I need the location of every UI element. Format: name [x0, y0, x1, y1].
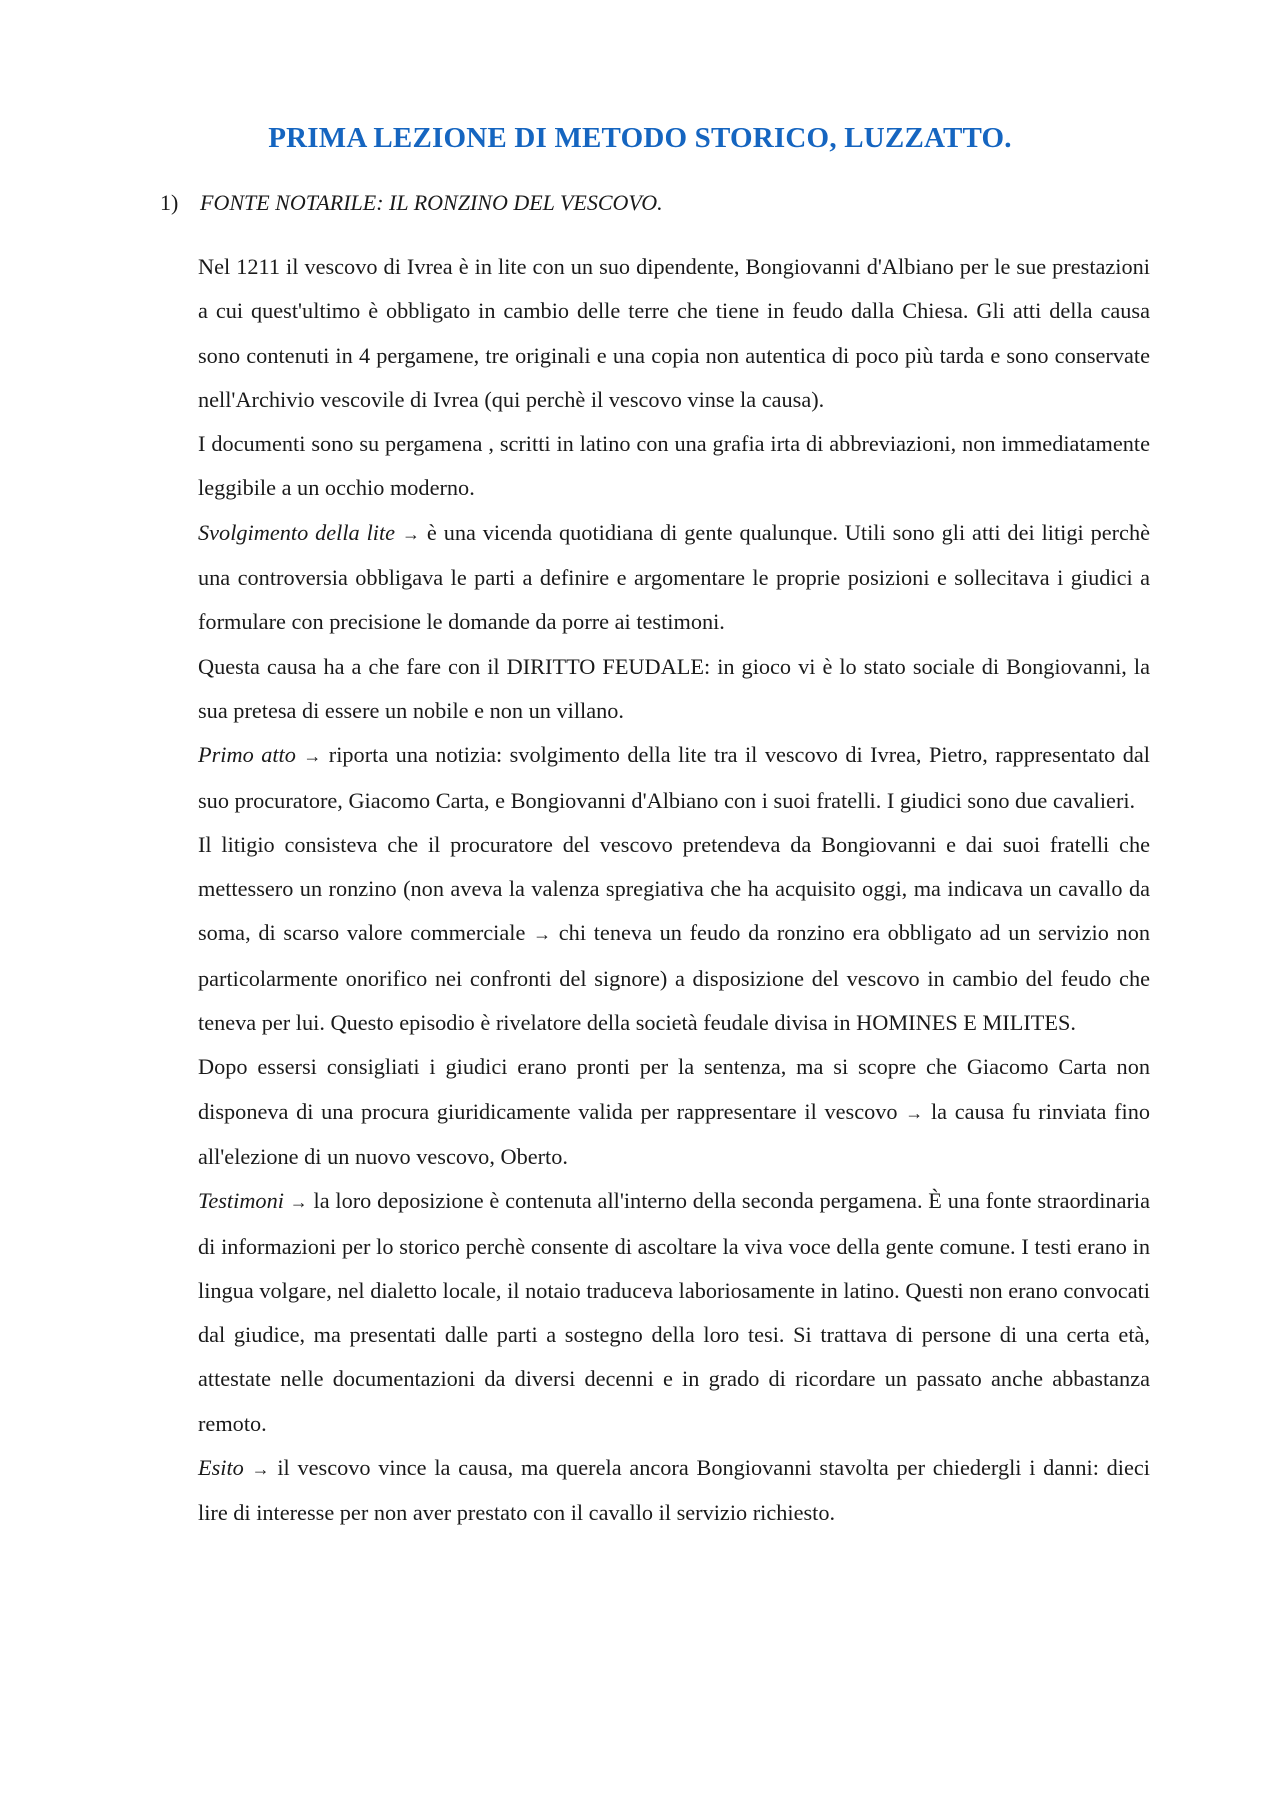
section-heading-text: FONTE NOTARILE: IL RONZINO DEL VESCOVO. — [200, 190, 663, 215]
paragraph-3-text: è una vicenda quotidiana di gente qualunque. Utili sono gli atti dei litigi perchè una controversia obbligava le parti a definire e argomentare le proprie posizioni e sollecitava i giudici a formulare con precisione le domande da porre ai testimoni. — [198, 519, 1150, 635]
paragraph-6-text-a: Il litigio consisteva che il procuratore del vescovo pretendeva da Bongiovanni e dai suoi fratelli che mettessero un ronzino (non aveva la valenza spregiativa che ha acquisito oggi, ma indicava un cavallo da soma, di scarso valore commerciale — [198, 831, 1150, 946]
arrow-icon: → — [289, 1192, 308, 1213]
arrow-icon: → — [402, 523, 420, 544]
paragraph-9-text: il vescovo vince la causa, ma querela ancora Bongiovanni stavolta per chiedergli i danni: dieci lire di interesse per non aver prestato con il cavallo il servizio richiesto. — [198, 1455, 1150, 1526]
paragraph-5-text: riporta una notizia: svolgimento della lite tra il vescovo di Ivrea, Pietro, rappresentato dal suo procuratore, Giacomo Carta, e Bongiovanni d'Albiano con i suoi fratelli. I giudici sono due cavalieri. — [198, 742, 1151, 813]
section-heading — [160, 190, 663, 216]
paragraph-1: Nel 1211 il vescovo di Ivrea è in lite con un suo dipendente, Bongiovanni d'Albiano per le sue prestazioni a cui quest'ultimo è obbligato in cambio delle terre che tiene in feudo dalla Chiesa. Gli atti della causa sono contenuti in 4 pergamene, tre originali e una copia non autentica di poco più tarda e sono conservate nell'Archivio vescovile di Ivrea (qui perchè il vescovo vinse la causa). — [198, 254, 1150, 412]
document-body — [198, 245, 1150, 1536]
section-number: 1) — [160, 190, 179, 215]
paragraph-6-text-b: chi teneva un feudo da ronzino era obbligato ad un servizio non particolarmente onorifico nei confronti del signore) a disposizione del vescovo in cambio del feudo che teneva per lui. Questo episodio è rivelatore della società feudale divisa in HOMINES E MILITES. — [198, 920, 1150, 1036]
paragraph-9-label: Esito — [198, 1455, 244, 1481]
paragraph-8 — [198, 1179, 1150, 1446]
paragraph-3 — [198, 511, 1150, 645]
paragraph-4: Questa causa ha a che fare con il DIRITTO FEUDALE: in gioco vi è lo stato sociale di Bongiovanni, la sua pretesa di essere un nobile e non un villano. — [198, 653, 1150, 723]
arrow-icon: → — [303, 746, 322, 767]
paragraph-9 — [198, 1446, 1150, 1536]
document-title: PRIMA LEZIONE DI METODO STORICO, LUZZATTO. — [268, 122, 1012, 154]
paragraph-8-text: la loro deposizione è contenuta all'interno della seconda pergamena. È una fonte straordinaria di informazioni per lo storico perchè consente di ascoltare la viva voce della gente comune. I testi erano in lingua volgare, nel dialetto locale, il notaio traduceva laboriosamente in latino. Questi non erano convocati dal giudice, ma presentati dalle parti a sostegno della loro tesi. Si trattava di persone di una certa età, attestate nelle documentazioni da diversi decenni e in grado di ricordare un passato anche abbastanza remoto. — [198, 1188, 1150, 1436]
paragraph-7-text-b: la causa fu rinviata fino all'elezione di un nuovo vescovo, Oberto. — [198, 1098, 1150, 1169]
paragraph-2: I documenti sono su pergamena , scritti in latino con una grafia irta di abbreviazioni, non immediatamente leggibile a un occhio moderno. — [198, 431, 1150, 501]
paragraph-6 — [198, 823, 1150, 1045]
paragraph-5 — [198, 733, 1150, 823]
arrow-icon: → — [533, 924, 552, 945]
paragraph-5-label: Primo atto — [198, 742, 296, 768]
arrow-icon: → — [905, 1102, 924, 1123]
arrow-icon: → — [251, 1459, 270, 1480]
paragraph-8-label: Testimoni — [198, 1188, 284, 1214]
paragraph-3-label: Svolgimento della lite — [198, 519, 396, 545]
paragraph-7-text-a: Dopo essersi consigliati i giudici erano pronti per la sentenza, ma si scopre che Giacomo Carta non disponeva di una procura giuridicamente valida per rappresentare il vescovo — [198, 1054, 1150, 1124]
paragraph-7 — [198, 1045, 1150, 1179]
